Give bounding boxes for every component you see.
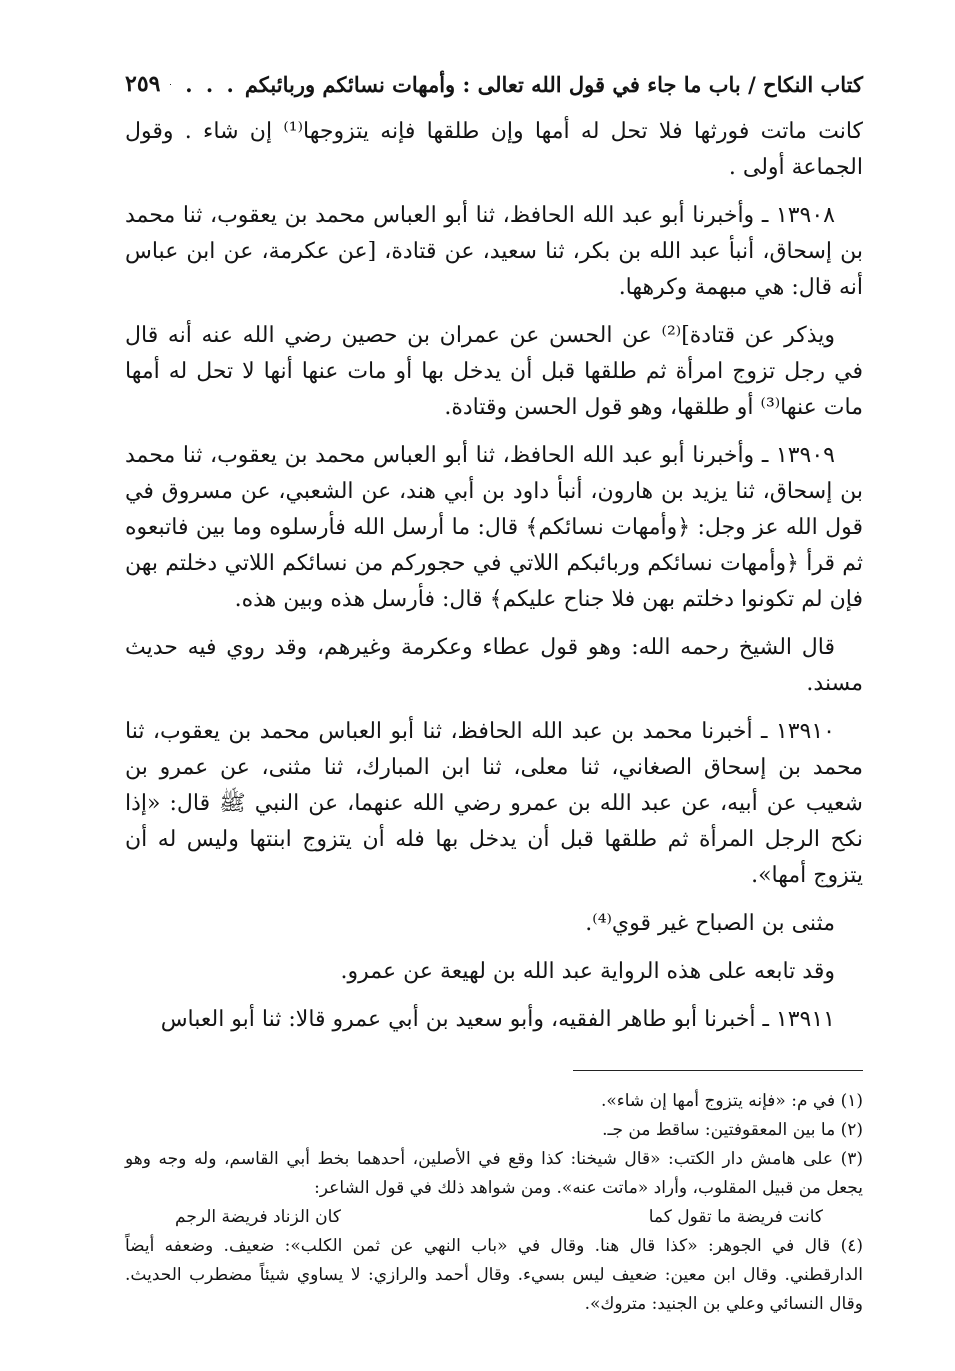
paragraph-continuation: كانت ماتت فورثها فلا تحل له أمها وإن طلقها فإنه يتزوجها⁽¹⁾ إن شاء . وقول الجماعة أولى . — [125, 119, 864, 180]
footnote-2: (٢) ما بين المعقوفتين: ساقط من جـ. — [602, 1120, 863, 1140]
hadith-13908: ١٣٩٠٨ ـ وأخبرنا أبو عبد الله الحافظ، ثنا أبو العباس محمد بن يعقوب، ثنا محمد بن إسحاق، أنبأ عبد الله بن بكر، ثنا سعيد، عن قتادة، [عن عكرمة، عن ابن عباس أنه قال: هي مبهمة وكرهها. — [125, 203, 863, 300]
footnote-4: (٤) قال في الجوهر: «كذا قال هنا. وقال في «باب النهي عن ثمن الكلب»: ضعيف. وضعفه أيضاً الدارقطني. وقال ابن معين: ضعيف ليس بسيء. وقال أحمد والرازي: لا يساوي شيئاً مضطرب الحديث. وقال النسائي وعلي بن الجنيد: متروك». — [125, 1236, 863, 1314]
footnotes — [125, 1087, 863, 1319]
main-text — [125, 114, 863, 1038]
footnote-3: (٣) على هامش دار الكتب: «قال شيخنا: كذا وقع في الأصلين، أحدهما بخط أبي القاسم، وله وجه وهو يجعل من قبيل المقلوب، وأراد «ماتت عنه». ومن شواهد ذلك في قول الشاعر: — [125, 1149, 863, 1198]
paragraph-qatada: ويذكر عن قتادة]⁽²⁾ عن الحسن عن عمران بن حصين رضي الله عنه أنه قال في رجل تزوج امرأة ثم طلقها قبل أن يدخل بها أو مات عنها أنها لا تحل له أمها مات عنها⁽³⁾ أو طلقها، وهو قول الحسن وقتادة. — [125, 323, 863, 420]
page-number: ٢٥٩ — [125, 71, 161, 97]
hadith-13910: ١٣٩١٠ ـ أخبرنا محمد بن عبد الله الحافظ، ثنا أبو العباس محمد بن يعقوب، ثنا محمد بن إسحاق الصغاني، ثنا معلى، ثنا ابن المبارك، ثنا مثنى، عن عمرو بن شعيب عن أبيه، عن عبد الله بن عمرو رضي الله عنهما، عن النبي ﷺ قال: «إذا نكح الرجل المرأة ثم طلقها قبل أن يدخل بها فله أن يتزوج ابنتها وليس له أن يتزوج أمها». — [125, 719, 863, 888]
paragraph-ibn-lahia: وقد تابعه على هذه الرواية عبد الله بن لهيعة عن عمرو. — [340, 959, 835, 984]
running-title: كتاب النكاح / باب ما جاء في قول الله تعالى : وأمهات نسائكم وربائبكم — [244, 71, 863, 97]
footnote-separator — [573, 1070, 863, 1071]
header-rule — [170, 84, 171, 85]
header-dots: . . . — [185, 71, 237, 97]
footnote-1: (١) في م: «فإنه يتزوج أمها إن شاء». — [600, 1091, 863, 1111]
hadith-13911: ١٣٩١١ ـ أخبرنا أبو طاهر الفقيه، وأبو سعيد بن أبي عمرو قالا: ثنا أبو العباس — [160, 1007, 835, 1032]
running-header — [125, 62, 863, 106]
verse-second-hemistich: كان الزناد فريضة الرجم — [175, 1207, 341, 1227]
verse-first-hemistich: كانت فريضة ما تقول كما — [648, 1207, 823, 1227]
hadith-13909: ١٣٩٠٩ ـ وأخبرنا أبو عبد الله الحافظ، ثنا أبو العباس محمد بن يعقوب، ثنا محمد بن إسحاق، ثنا يزيد بن هارون، أنبأ داود بن أبي هند، عن الشعبي، عن مسروق في قول الله عز وجل: ﴿وأمهات نسائكم﴾ قال: ما أرسل الله فأرسلوه وما بين فاتبعوه ثم قرأ ﴿وأمهات نسائكم وربائبكم اللاتي في حجوركم من نسائكم اللاتي دخلتم بهن فإن لم تكونوا دخلتم بهن فلا جناح عليكم﴾ قال: فأرسل هذه وبين هذه. — [125, 443, 863, 612]
paragraph-shaykh-comment: قال الشيخ رحمه الله: وهو قول عطاء وعكرمة وغيرهم، وقد روي فيه حديث مسند. — [125, 635, 863, 696]
footnote-3-verse — [125, 1203, 863, 1232]
paragraph-muthanna: مثنى بن الصباح غير قوي⁽⁴⁾. — [585, 911, 835, 936]
